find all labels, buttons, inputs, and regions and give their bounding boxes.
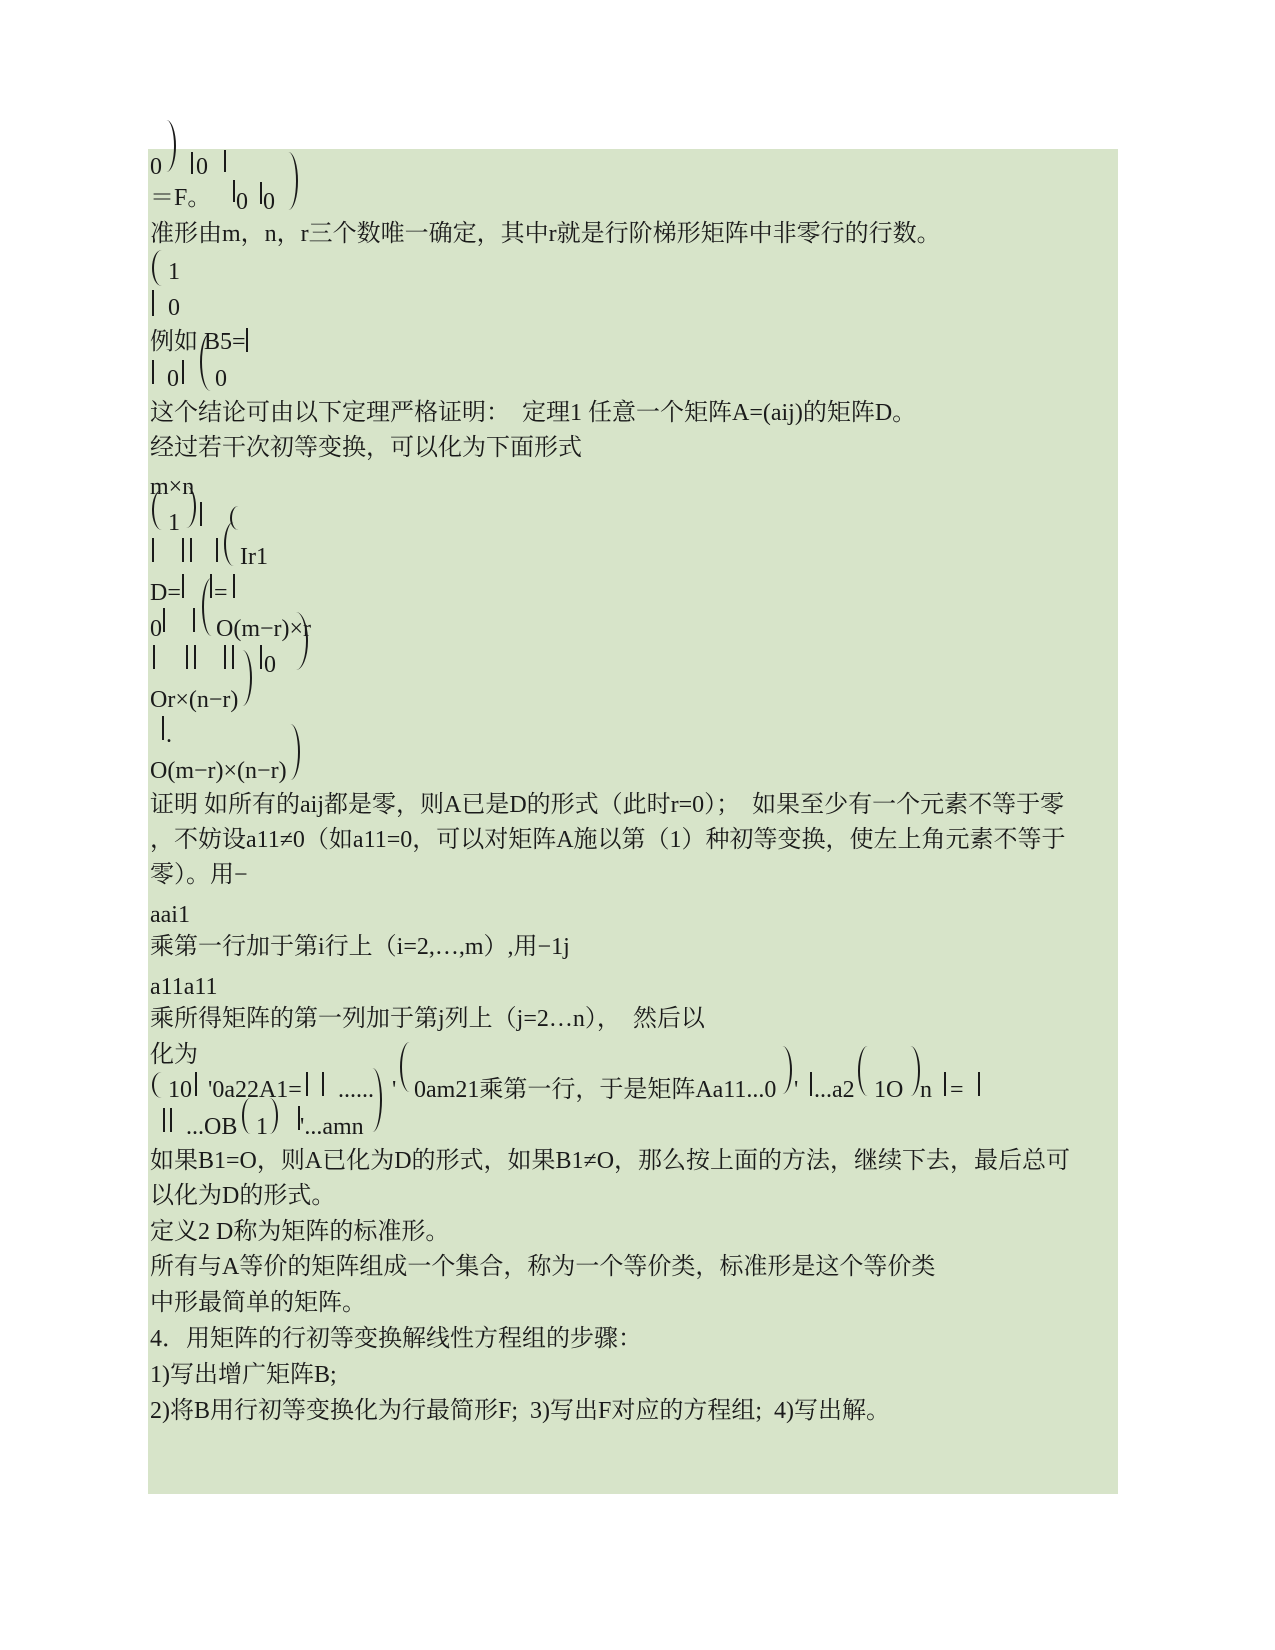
bracket-bar	[944, 1072, 946, 1096]
bracket-left	[152, 490, 168, 530]
text-fragment: 0	[150, 616, 162, 642]
text-fragment: 0	[236, 189, 248, 215]
bracket-bar	[810, 1072, 812, 1096]
bracket-bar	[191, 152, 193, 174]
text-fragment: 0	[167, 366, 179, 392]
bracket-left	[152, 1072, 168, 1098]
text-fragment: '	[392, 1077, 397, 1103]
bracket-bar	[978, 1072, 980, 1096]
bracket-bar	[152, 538, 154, 562]
bracket-bar	[260, 645, 262, 669]
bracket-bar	[200, 502, 202, 526]
text-fragment: 0	[196, 154, 208, 180]
text-line: 乘所得矩阵的第一列加于第j列上（j=2…n）， 然后以	[150, 1006, 705, 1032]
bracket-left	[858, 1046, 874, 1096]
bracket-bar	[182, 574, 184, 598]
text-line: 中形最简单的矩阵。	[150, 1290, 366, 1316]
bracket-bar	[260, 182, 262, 204]
text-line: 乘第一行加于第i行上（i=2,…,m）,用−1j	[150, 934, 570, 960]
bracket-bar	[224, 150, 226, 172]
text-line: 准形由m，n，r三个数唯一确定，其中r就是行阶梯形矩阵中非零行的行数。	[150, 221, 941, 247]
text-line: 证明 如所有的aij都是零，则A已是D的形式（此时r=0）； 如果至少有一个元素不等于零	[150, 792, 1065, 818]
text-fragment: 0	[150, 154, 162, 180]
text-fragment: Ir1	[240, 544, 268, 570]
bracket-left	[152, 250, 168, 286]
bracket-bar	[162, 716, 164, 740]
text-line: 零）。用−	[150, 862, 248, 888]
text-fragment: 1	[168, 510, 180, 536]
text-fragment: O(m−r)×(n−r)	[150, 758, 287, 784]
bracket-bar	[182, 538, 184, 562]
bracket-bar	[216, 538, 218, 562]
text-fragment: O(m−r)×r	[216, 616, 312, 642]
text-fragment: 0	[168, 295, 180, 321]
bracket-bar	[153, 645, 155, 669]
bracket-bar	[152, 360, 154, 384]
text-fragment: 10	[168, 1077, 192, 1103]
text-fragment: ...OB	[186, 1114, 238, 1140]
bracket-bar	[193, 608, 195, 632]
text-line: 所有与A等价的矩阵组成一个集合，称为一个等价类，标准形是这个等价类	[150, 1254, 936, 1280]
bracket-left	[242, 1098, 256, 1134]
bracket-bar	[170, 1108, 172, 1132]
text-fragment: =	[214, 580, 228, 606]
text-line: a11a11	[150, 974, 218, 1000]
text-line: aai1	[150, 902, 190, 928]
text-fragment: .	[166, 722, 172, 748]
bracket-bar	[182, 360, 184, 384]
text-line: 定义2 D称为矩阵的标准形。	[150, 1219, 450, 1245]
text-fragment: 0	[264, 652, 276, 678]
text-fragment: 1O	[874, 1077, 904, 1103]
bracket-bar	[233, 180, 235, 202]
text-fragment: 例如 B5=	[150, 329, 246, 355]
bracket-bar	[306, 1072, 308, 1096]
bracket-bar	[186, 645, 188, 669]
bracket-bar	[163, 1108, 165, 1132]
text-fragment: ...a2	[814, 1077, 855, 1103]
text-fragment: '...amn	[300, 1114, 364, 1140]
text-fragment: ＝F。	[150, 185, 212, 211]
text-line: 1)写出增广矩阵B;	[150, 1362, 337, 1388]
bracket-bar	[322, 1072, 324, 1096]
text-fragment: '	[794, 1077, 799, 1103]
bracket-bar	[152, 290, 154, 316]
text-line: 经过若干次初等变换，可以化为下面形式	[150, 435, 582, 461]
text-line: 以化为D的形式。	[150, 1183, 336, 1209]
text-line: 化为	[150, 1042, 198, 1068]
bracket-bar	[233, 574, 235, 598]
text-fragment: n	[920, 1077, 932, 1103]
text-fragment: 0am21乘第一行，于是矩阵Aa11...0	[414, 1077, 777, 1103]
text-line: 如果B1=O，则A已化为D的形式，如果B1≠O，那么按上面的方法，继续下去，最后总可	[150, 1148, 1071, 1174]
bracket-bar	[190, 538, 192, 562]
text-fragment: 1	[168, 259, 180, 285]
text-fragment: '0a22A1=	[208, 1077, 302, 1103]
bracket-bar	[194, 645, 196, 669]
bracket-bar	[163, 608, 165, 632]
text-fragment: ......	[338, 1077, 374, 1103]
text-fragment: Or×(n−r)	[150, 687, 239, 713]
text-fragment: 0	[215, 366, 227, 392]
bracket-bar	[224, 645, 226, 669]
text-line: 4．用矩阵的行初等变换解线性方程组的步骤：	[150, 1326, 642, 1352]
text-line: ，不妨设a11≠0（如a11=0，可以对矩阵A施以第（1）种初等变换，使左上角元素不等于	[150, 827, 1066, 853]
text-fragment: 1	[256, 1114, 268, 1140]
text-line: 2)将B用行初等变换化为行最简形F; 3)写出F对应的方程组; 4)写出解。	[150, 1398, 891, 1424]
text-fragment: 0	[263, 189, 275, 215]
text-fragment: D=	[150, 580, 181, 606]
bracket-left	[224, 522, 240, 566]
text-fragment: =	[950, 1077, 964, 1103]
bracket-bar	[232, 645, 234, 669]
bracket-bar	[246, 328, 248, 352]
bracket-bar	[195, 1072, 197, 1096]
text-fragment: m×n	[150, 474, 195, 500]
text-line: 这个结论可由以下定理严格证明： 定理1 任意一个矩阵A=(aij)的矩阵D。	[150, 400, 917, 426]
